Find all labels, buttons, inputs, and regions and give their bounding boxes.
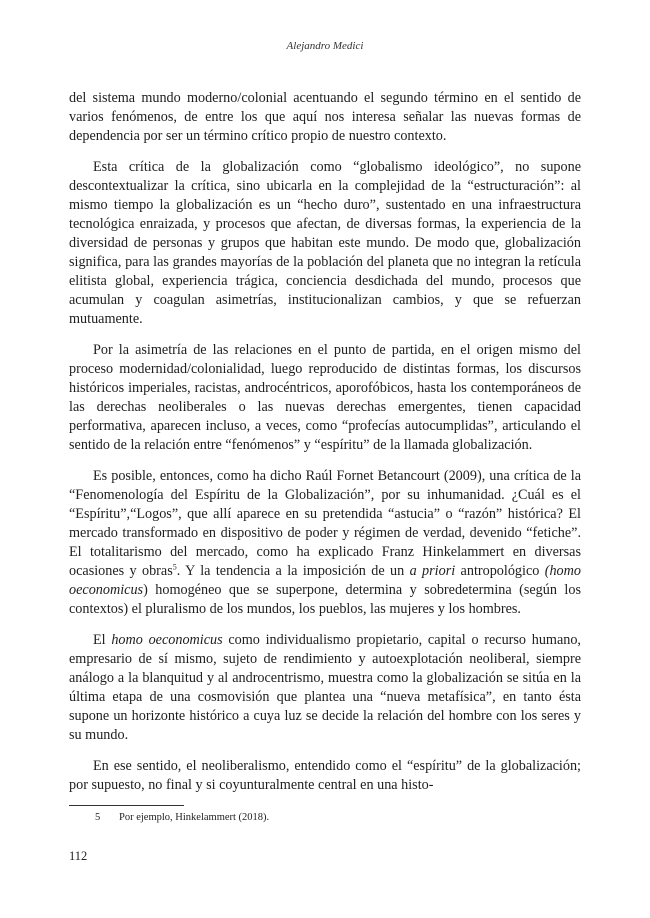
paragraph-4: Es posible, entonces, como ha dicho Raúl Fornet Betancourt (2009), una crítica de la “Fenomenología del Espíritu de la Globalización”, por su inhumanidad. ¿Cuál es el “Espíritu”,“Logos”, que allí aparece en su pretendida “astucia” o “razón” histórica? El mercado transformado en dispositivo de poder y régimen de verdad, devenido “fetiche”. El totalitarismo del mercado, como ha explicado Franz Hinkelammert en diversas ocasiones y obras$^5$. Y la tendencia a la imposición de un a priori antropológico (homo oeconomicus) homogéneo que se superpone, determina y sobredetermina (según los contextos) el pluralismo de los mundos, los pueblos, las mujeres y los hombres. xyxy=(69,468,581,617)
running-header: Alejandro Medici xyxy=(286,40,364,52)
paragraph-5: El homo oeconomicus como individualismo propietario, capital o recurso humano, empresario de sí mismo, sujeto de rendimiento y autoexplotación neoliberal, siempre análogo a la blanquitud y al androcentrismo, muestra como la globalización se sitúa en la última etapa de una cosmovisión que plantea una “nueva metafísica”, en tanto ésta supone un horizonte histórico a cuya luz se decide la relación del hombre con los seres y su mundo. xyxy=(69,632,581,743)
paragraph-6: En ese sentido, el neoliberalismo, entendido como el “espíritu” de la globalización; por supuesto, no final y si coyunturalmente central en una histo- xyxy=(69,758,581,793)
footnote-reference[interactable]: 5 xyxy=(172,562,177,572)
footnote xyxy=(95,811,575,825)
body-text xyxy=(69,89,581,795)
footnote-text: Por ejemplo, Hinkelammert (2018). xyxy=(119,812,270,823)
footnote-number: 5 xyxy=(95,812,101,823)
paragraph-2: Esta crítica de la globalización como “globalismo ideológico”, no supone descontextualizar la crítica, sino ubicarla en la complejidad de la “estructuración”: al mismo tiempo la globalización es un “hecho duro”, sustentado en una infraestructura tecnológica enraizada, y procesos que afectan, de diversas formas, la experiencia de la diversidad de personas y grupos que habitan este mundo. De modo que, globalización significa, para las grandes mayorías de la población del planeta que no integran la retícula elitista global, experiencia trágica, conciencia desdichada del mundo, procesos que acumulan y coagulan asimetrías, institucionalizan cambios, y que se refuerzan mutuamente. xyxy=(69,159,581,327)
paragraph-1: del sistema mundo moderno/colonial acentuando el segundo término en el sentido de varios fenómenos, de entre los que aquí nos interesa señalar las nuevas formas de dependencia por ser un término crítico propio de nuestro contexto. xyxy=(69,90,581,144)
page-number: 112 xyxy=(69,849,88,863)
footnote-divider xyxy=(69,805,184,806)
italic-homo-oeconomicus: (homo oeconomicus xyxy=(69,563,581,598)
paragraph-3: Por la asimetría de las relaciones en el punto de partida, en el origen mismo del proceso modernidad/colonialidad, luego reproducido de distintas formas, los discursos históricos imperiales, racistas, androcéntricos, aporofóbicos, hasta los contemporáneos de las derechas neoliberales o las nuevas derechas emergentes, tienen capacidad performativa, aparecen incluso, a veces, como “profecías autocumplidas”, articulando el sentido de la relación entre “fenómenos” y “espíritu” de la llamada globalización. xyxy=(69,342,581,453)
italic-homo-oeconomicus: homo oeconomicus xyxy=(111,632,223,648)
italic-a-priori: a priori xyxy=(409,563,456,579)
